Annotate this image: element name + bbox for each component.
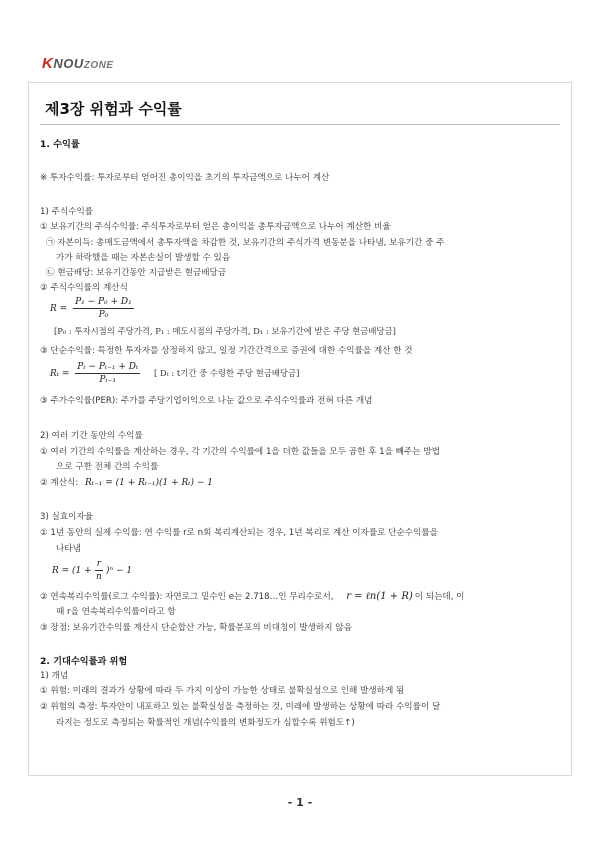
formula-stock-return: R = $\frac{\text{P₁ − P₀ + D₁}}{\text{P₀}}$	[50, 297, 132, 320]
list-item-continuation: 가가 하락했을 때는 자본손실이 발생할 수 있음	[56, 253, 231, 263]
list-item: ③ 주가수익률(PER): 주가를 주당기업이익으로 나눈 값으로 주식수익률과 전혀 다른 개념	[40, 396, 373, 406]
formula-multi-period: Rₜ₋₁ = (1 + Rₜ₋₁)(1 + Rₜ) − 1	[84, 478, 213, 488]
knouzone-logo: KNOUZONE	[42, 55, 114, 72]
list-item: ① 1년 동안의 실제 수익률: 연 수익률 r로 n회 복리계산되는 경우, 1년 복리로 계산 이자률로 단순수익률을	[40, 528, 438, 538]
list-item: ① 여러 기간의 수익률을 계산하는 경우, 각 기간의 수익률에 1을 더한 값들을 모두 곱한 후 1을 빼주는 방법	[40, 447, 440, 457]
list-item-continuation: 나타냄	[56, 544, 81, 554]
list-item: ② 위험의 측정: 투자안이 내포하고 있는 불확실성을 측정하는 것, 미래에 발생하는 상황에 따라 수익률이 달	[40, 702, 441, 712]
list-item: ③ 장점: 보유기간수익률 계산시 단순합산 가능, 확률분포의 비대칭이 발생하지 않음	[40, 623, 352, 633]
page-number: - 1 -	[287, 796, 313, 809]
subsection-heading: 1) 주식수익률	[40, 207, 94, 217]
subsection-heading: 1) 개념	[40, 671, 69, 681]
section-note: ※ 투자수익률: 투자로부터 얻어진 총이익을 초기의 투자금액으로 나누어 계산	[40, 173, 330, 183]
list-item: ① 보유기간의 주식수익률: 주식투자로부터 얻은 총이익을 총투자금액으로 나누어 계산한 비율	[40, 222, 391, 232]
subsection-heading: 2) 여러 기간 동안의 수익률	[40, 431, 143, 441]
subsection-heading: 3) 실효이자율	[40, 512, 94, 522]
section-heading: 2. 기대수익률과 위험	[40, 656, 128, 667]
formula-continuous: r = ℓn(1 + R)	[346, 591, 413, 602]
list-item: ③ 단순수익률: 특정한 투자자를 상정하지 않고, 일정 기간간격으로 증권에 대한 수익률을 계산 한 것	[40, 346, 413, 356]
list-item-continuation: 라지는 정도로 측정되는 확률적인 개념(수익률의 변화정도가 심할수록 위험도↑)	[56, 718, 355, 728]
list-item-continuation: 때 r을 연속복리수익률이라고 함	[56, 607, 176, 617]
chapter-title: 제3장 위험과 수익률	[45, 100, 182, 118]
list-item: ㉡ 현금배당: 보유기간동안 지급받은 현금배당금	[46, 268, 227, 278]
list-item: ② 계산식: Rₜ₋₁ = (1 + Rₜ₋₁)(1 + Rₜ) − 1	[40, 478, 213, 488]
section-2	[32, 0, 572, 849]
section-heading: 1. 수익률	[40, 139, 80, 150]
list-item: ② 주식수익률의 계산식	[40, 283, 128, 293]
list-item-continuation: 으로 구한 전체 간의 수익률	[56, 462, 159, 472]
list-item: ㉠ 자본이득: 총매도금액에서 총투자액을 차감한 것, 보유기간의 주식가격 변동분을 나타냄, 보유기간 중 주	[46, 238, 445, 248]
formula-note: [P₀ : 투자시점의 주당가격, P₁ : 매도시점의 주당가격, D₁ : 보유기간에 받은 주당 현금배당금]	[54, 326, 396, 336]
list-item: ① 위험: 미래의 결과가 상황에 따라 두 가지 이상이 가능한 상태로 불확실성으로 인해 발생하게 됨	[40, 686, 405, 696]
formula-simple-return: Rₜ = $\frac{\text{Pₜ − Pₜ₋₁ + Dₜ}}{\text{Pₜ₋₁}}$ [ Dₜ : t기간 중 수령한 주당 현금배당금]	[50, 362, 300, 385]
list-item: ② 연속복리수익률(로그 수익률): 자연로그 밑수인 e는 2.718…인 무리수로서, r = ℓn(1 + R) 이 되는데, 이	[40, 591, 465, 602]
formula-effective-rate: R = (1 + $\frac{r}{n}$ )ⁿ − 1	[52, 559, 133, 582]
